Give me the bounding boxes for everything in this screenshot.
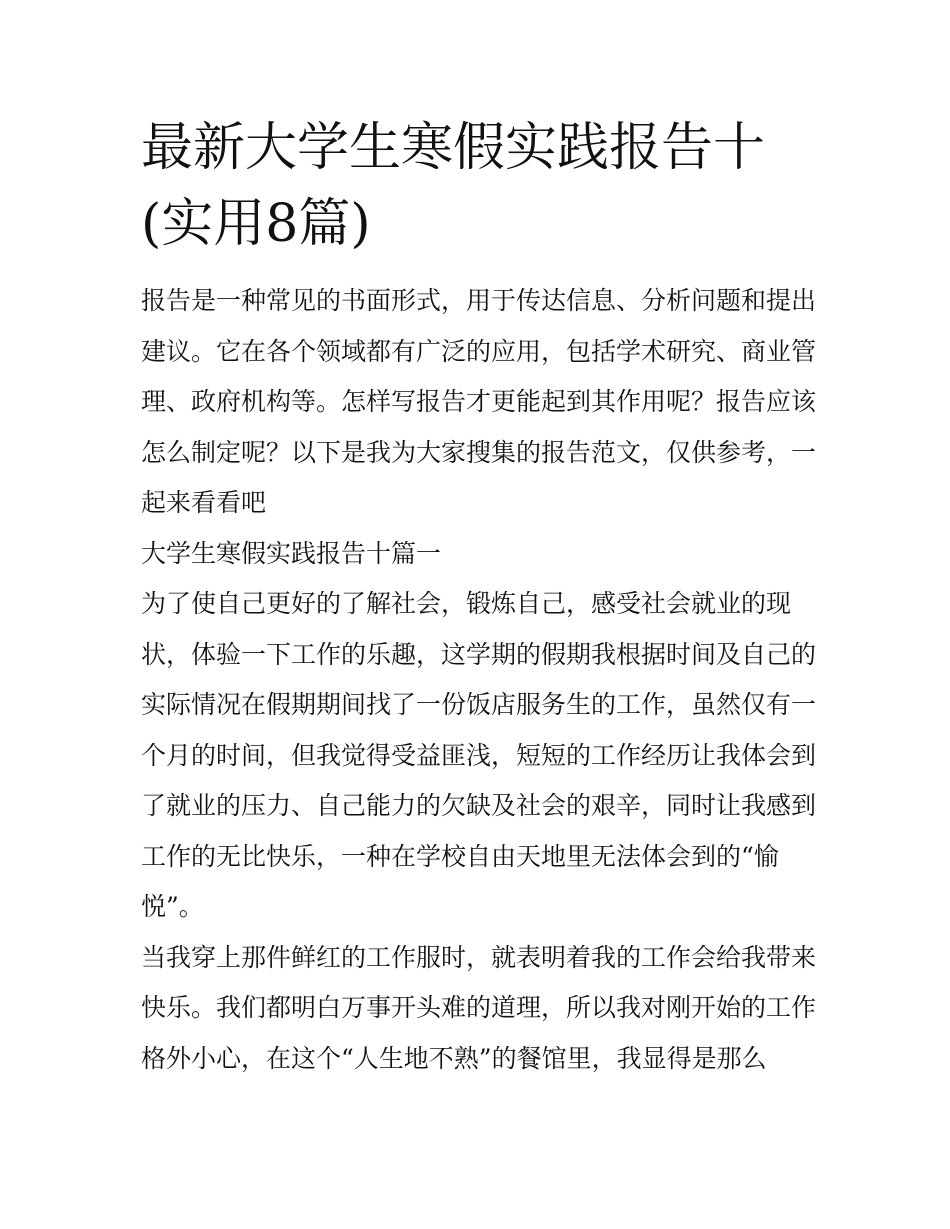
body-paragraph: 为了使自己更好的了解社会，锻炼自己，感受社会就业的现状，体验一下工作的乐趣，这学期的假期我根据时间及自己的实际情况在假期期间找了一份饭店服务生的工作，虽然仅有一个月的时间，但我觉得受益匪浅，短短的工作经历让我体会到了就业的压力、自己能力的欠缺及社会的艰辛，同时让我感到工作的无比快乐，一种在学校自由天地里无法体会到的“愉悦”。 (141, 589, 817, 921)
document-body (141, 276, 816, 1084)
intro-paragraph: 报告是一种常见的书面形式，用于传达信息、分析问题和提出建议。它在各个领域都有广泛的应用，包括学术研究、商业管理、政府机构等。怎样写报告才更能起到其作用呢？报告应该怎么制定呢？以下是我为大家搜集的报告范文，仅供参考，一起来看看吧 (141, 286, 817, 517)
document-title: 最新大学生寒假实践报告十(实用8篇) (141, 118, 766, 254)
body-paragraph: 当我穿上那件鲜红的工作服时，就表明着我的工作会给我带来快乐。我们都明白万事开头难的道理，所以我对刚开始的工作格外小心，在这个“人生地不熟”的餐馆里，我显得是那么 (141, 942, 817, 1073)
section-heading: 大学生寒假实践报告十篇一 (141, 538, 442, 568)
